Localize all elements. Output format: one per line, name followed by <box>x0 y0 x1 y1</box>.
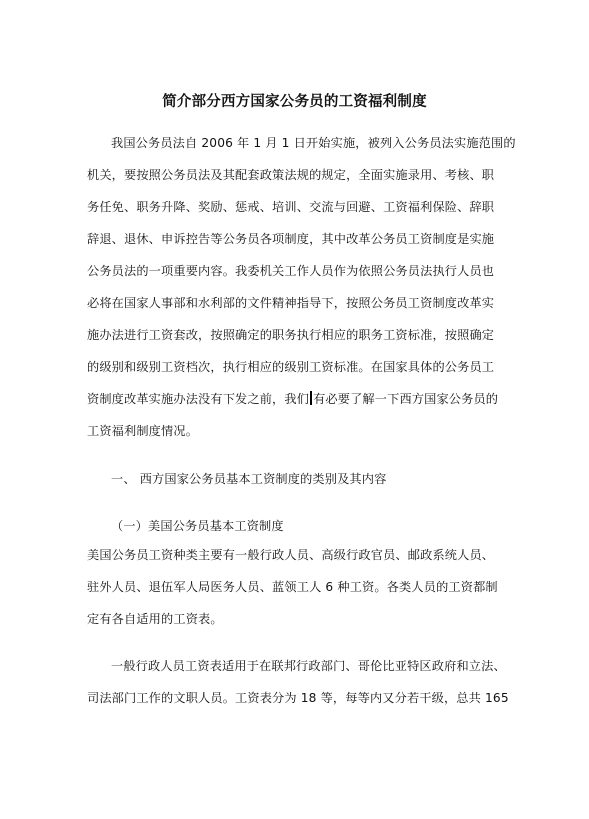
text-cursor <box>310 391 312 405</box>
intro-line-9 <box>87 390 498 407</box>
us-para1-line-1: 美国公务员工资种类主要有一般行政人员、高级行政官员、邮政系统人员、 <box>87 548 495 562</box>
section-1-heading: 一、 西方国家公务员基本工资制度的类别及其内容 <box>111 472 387 486</box>
intro-line-10: 工资福利制度情况。 <box>87 424 199 438</box>
intro-line-5: 公务员法的一项重要内容。我委机关工作人员作为依照公务员法执行人员也 <box>87 264 495 278</box>
intro-line-9-part-a: 资制度改革实施办法没有下发之前，我们 <box>87 392 310 406</box>
subsection-1-heading: （一）美国公务员基本工资制度 <box>111 519 284 533</box>
intro-line-9-part-b: 有必要了解一下西方国家公务员的 <box>313 392 499 406</box>
intro-line-6: 必将在国家人事部和水利部的文件精神指导下，按照公务员工资制度改革实 <box>87 296 495 310</box>
intro-line-2: 机关，要按照公务员法及其配套政策法规的规定，全面实施录用、考核、职 <box>87 168 495 182</box>
us-para1-line-2: 驻外人员、退伍军人局医务人员、蓝领工人 6 种工资。各类人员的工资都制 <box>87 580 498 594</box>
intro-line-7: 施办法进行工资套改，按照确定的职务执行相应的职务工资标准，按照确定 <box>87 328 495 342</box>
intro-line-8: 的级别和级别工资档次，执行相应的级别工资标准。在国家具体的公务员工 <box>87 360 495 374</box>
document-title: 简介部分西方国家公务员的工资福利制度 <box>162 94 427 110</box>
intro-line-3: 务任免、职务升降、奖励、惩戒、培训、交流与回避、工资福利保险、辞职 <box>87 200 495 214</box>
us-para1-line-3: 定有各自适用的工资表。 <box>87 612 223 626</box>
us-para2-line-2: 司法部门工作的文职人员。工资表分为 18 等，每等内又分若干级，总共 165 <box>87 691 509 705</box>
intro-line-4: 辞退、退休、申诉控告等公务员各项制度，其中改革公务员工资制度是实施 <box>87 232 495 246</box>
intro-line-1: 我国公务员法自 2006 年 1 月 1 日开始实施，被列入公务员法实施范围的 <box>111 136 516 150</box>
us-para2-line-1: 一般行政人员工资表适用于在联邦行政部门、哥伦比亚特区政府和立法、 <box>111 659 506 673</box>
